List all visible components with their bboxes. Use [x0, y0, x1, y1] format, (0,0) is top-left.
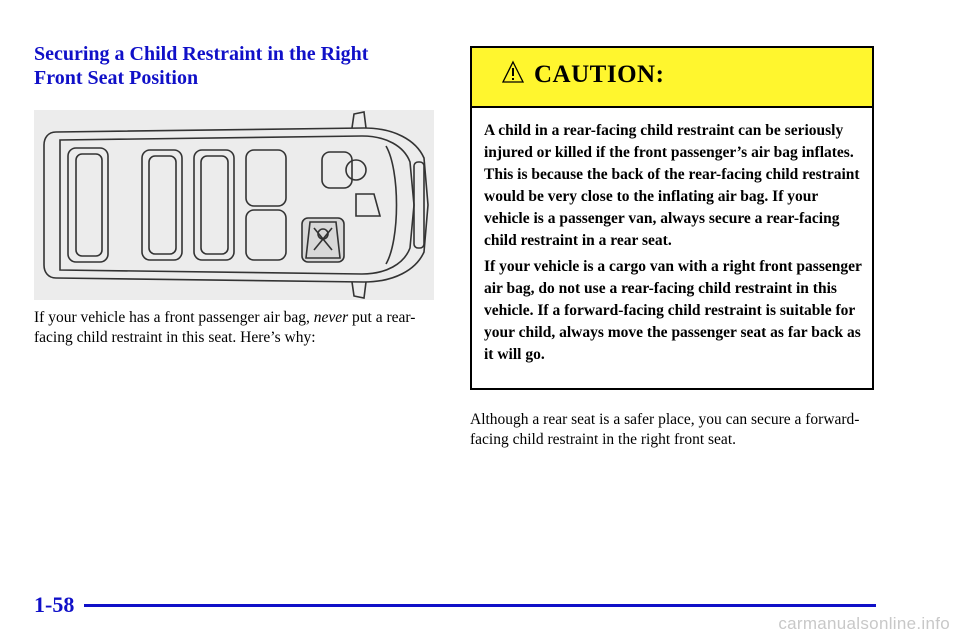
watermark: carmanualsonline.info: [778, 614, 950, 633]
van-seating-figure: [34, 110, 434, 300]
caution-body: [472, 108, 872, 366]
emphasis-never: never: [313, 309, 349, 326]
after-caution-paragraph: Although a rear seat is a safer place, you can secure a forward-facing child restraint in the right front seat.: [470, 411, 860, 448]
caution-paragraph-1: A child in a rear-facing child restraint can be seriously injured or killed if the front passenger’s air bag inflates. This is because the back of the rear-facing child restraint would be very close to the inflating air bag. If your vehicle is a passenger van, always secure a rear-facing child restraint in a rear seat.: [484, 122, 860, 249]
caution-header: [472, 48, 872, 108]
footer-rule: [84, 604, 876, 607]
caution-box: [470, 46, 874, 390]
section-heading-line-1: Securing a Child Restraint in the Right: [34, 43, 369, 65]
intro-paragraph: If your vehicle has a front passenger air bag, never put a rear-facing child restraint in this seat. Here’s why:: [34, 309, 416, 346]
section-heading: [34, 42, 434, 90]
van-seating-diagram-icon: [34, 110, 434, 300]
caution-paragraph-2: If your vehicle is a cargo van with a right front passenger air bag, do not use a rear-facing child restraint in this vehicle. If a forward-facing child restraint is suitable for your child, always move the passenger seat as far back as it will go.: [484, 258, 862, 363]
page-number: 1-58: [34, 592, 75, 617]
warning-triangle-icon: [502, 60, 524, 84]
section-heading-line-2: Front Seat Position: [34, 67, 199, 89]
caution-title: CAUTION:: [534, 61, 665, 88]
